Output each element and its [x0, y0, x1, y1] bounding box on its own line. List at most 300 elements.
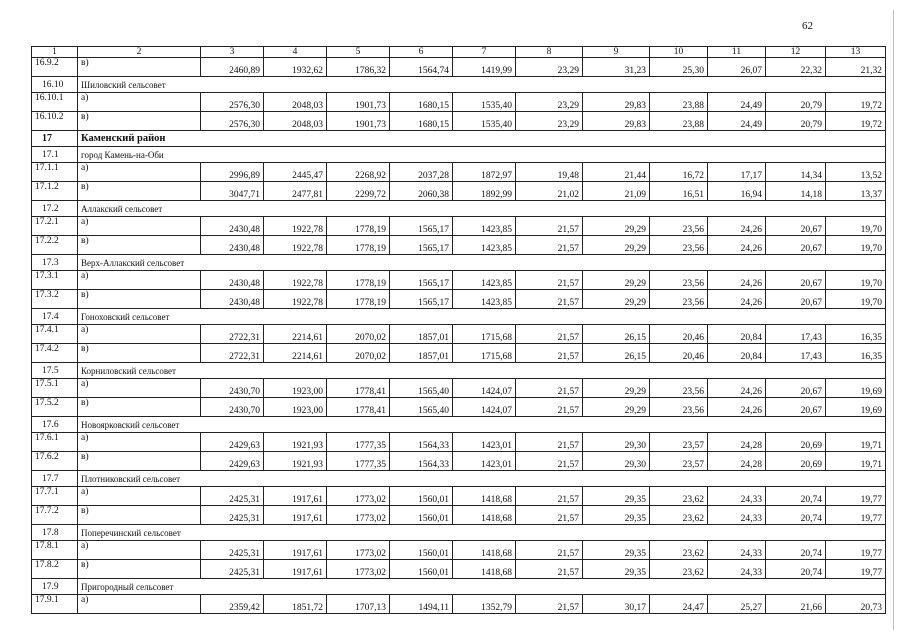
value-cell: 1418,68	[453, 541, 516, 560]
row-number: 17.1.1	[32, 163, 78, 182]
value-cell: 24,49	[708, 112, 766, 131]
value-cell: 24,26	[708, 379, 766, 398]
value-cell: 1921,93	[264, 433, 327, 452]
value-cell: 1786,32	[327, 58, 390, 77]
table-row	[32, 217, 886, 236]
value-cell: 1777,35	[327, 452, 390, 471]
value-cell: 1922,78	[264, 271, 327, 290]
row-label: в)	[78, 398, 201, 417]
row-number: 17.8.1	[32, 541, 78, 560]
value-cell: 1565,17	[390, 217, 453, 236]
row-label: в)	[78, 290, 201, 309]
value-cell: 1923,00	[264, 379, 327, 398]
row-label: в)	[78, 112, 201, 131]
value-cell: 1560,01	[390, 506, 453, 525]
column-header: 4	[264, 47, 327, 58]
value-cell: 16,94	[708, 182, 766, 201]
section-number: 17.3	[32, 255, 78, 271]
value-cell: 19,69	[826, 398, 886, 417]
value-cell: 1922,78	[264, 217, 327, 236]
value-cell: 23,57	[650, 433, 708, 452]
row-number: 17.9.1	[32, 595, 78, 614]
value-cell: 1851,72	[264, 595, 327, 614]
value-cell: 19,72	[826, 93, 886, 112]
value-cell: 21,57	[516, 398, 583, 417]
value-cell: 1917,61	[264, 541, 327, 560]
value-cell: 2268,92	[327, 163, 390, 182]
value-cell: 23,62	[650, 506, 708, 525]
value-cell: 20,74	[766, 560, 826, 579]
header-row	[32, 47, 886, 58]
value-cell: 20,79	[766, 112, 826, 131]
section-title: Корниловский сельсовет	[78, 363, 886, 379]
value-cell: 1773,02	[327, 506, 390, 525]
section-title: Новоярковский сельсовет	[78, 417, 886, 433]
section-row	[32, 147, 886, 163]
row-number: 17.7.2	[32, 506, 78, 525]
value-cell: 29,29	[583, 217, 650, 236]
value-cell: 1857,01	[390, 344, 453, 363]
page-number: 62	[802, 20, 813, 32]
value-cell: 23,56	[650, 379, 708, 398]
value-cell: 1778,41	[327, 379, 390, 398]
value-cell: 1419,99	[453, 58, 516, 77]
value-cell: 21,57	[516, 487, 583, 506]
value-cell: 17,43	[766, 344, 826, 363]
value-cell: 19,71	[826, 433, 886, 452]
table-row	[32, 58, 886, 77]
table-body	[32, 47, 886, 614]
value-cell: 17,17	[708, 163, 766, 182]
row-label: в)	[78, 236, 201, 255]
table-row	[32, 487, 886, 506]
row-label: а)	[78, 325, 201, 344]
row-number: 17.7.1	[32, 487, 78, 506]
value-cell: 1773,02	[327, 541, 390, 560]
value-cell: 23,29	[516, 112, 583, 131]
section-number: 17.9	[32, 579, 78, 595]
value-cell: 2430,70	[201, 379, 264, 398]
value-cell: 16,35	[826, 325, 886, 344]
value-cell: 24,26	[708, 271, 766, 290]
value-cell: 23,56	[650, 271, 708, 290]
value-cell: 1424,07	[453, 379, 516, 398]
column-header: 5	[327, 47, 390, 58]
value-cell: 19,70	[826, 271, 886, 290]
table-row	[32, 290, 886, 309]
value-cell: 20,69	[766, 452, 826, 471]
value-cell: 2477,81	[264, 182, 327, 201]
value-cell: 17,43	[766, 325, 826, 344]
value-cell: 2070,02	[327, 325, 390, 344]
value-cell: 20,67	[766, 379, 826, 398]
value-cell: 1418,68	[453, 506, 516, 525]
column-header: 11	[708, 47, 766, 58]
row-number: 17.8.2	[32, 560, 78, 579]
value-cell: 2430,70	[201, 398, 264, 417]
value-cell: 21,57	[516, 344, 583, 363]
column-header: 10	[650, 47, 708, 58]
value-cell: 20,74	[766, 487, 826, 506]
value-cell: 1921,93	[264, 452, 327, 471]
value-cell: 1857,01	[390, 325, 453, 344]
value-cell: 29,35	[583, 541, 650, 560]
section-row	[32, 525, 886, 541]
value-cell: 21,32	[826, 58, 886, 77]
value-cell: 24,33	[708, 541, 766, 560]
table-row	[32, 433, 886, 452]
table-row	[32, 595, 886, 614]
value-cell: 24,49	[708, 93, 766, 112]
value-cell: 24,26	[708, 217, 766, 236]
value-cell: 1418,68	[453, 560, 516, 579]
value-cell: 24,47	[650, 595, 708, 614]
column-header: 9	[583, 47, 650, 58]
section-title: Аллакский сельсовет	[78, 201, 886, 217]
value-cell: 1922,78	[264, 236, 327, 255]
value-cell: 23,29	[516, 58, 583, 77]
value-cell: 2429,63	[201, 452, 264, 471]
value-cell: 1892,99	[453, 182, 516, 201]
column-header: 6	[390, 47, 453, 58]
value-cell: 1917,61	[264, 506, 327, 525]
value-cell: 20,67	[766, 398, 826, 417]
value-cell: 21,57	[516, 433, 583, 452]
row-label: а)	[78, 93, 201, 112]
value-cell: 2722,31	[201, 325, 264, 344]
value-cell: 26,15	[583, 344, 650, 363]
value-cell: 16,35	[826, 344, 886, 363]
value-cell: 21,02	[516, 182, 583, 201]
value-cell: 2214,61	[264, 344, 327, 363]
value-cell: 1535,40	[453, 112, 516, 131]
value-cell: 1565,17	[390, 271, 453, 290]
section-row	[32, 255, 886, 271]
column-header: 7	[453, 47, 516, 58]
section-title: Каменский район	[78, 131, 886, 147]
value-cell: 2425,31	[201, 560, 264, 579]
value-cell: 1680,15	[390, 112, 453, 131]
value-cell: 2430,48	[201, 290, 264, 309]
value-cell: 21,57	[516, 217, 583, 236]
value-cell: 20,67	[766, 236, 826, 255]
row-label: в)	[78, 58, 201, 77]
section-row	[32, 77, 886, 93]
value-cell: 21,57	[516, 271, 583, 290]
section-row	[32, 471, 886, 487]
value-cell: 30,17	[583, 595, 650, 614]
row-number: 17.4.1	[32, 325, 78, 344]
row-label: а)	[78, 433, 201, 452]
value-cell: 1565,17	[390, 236, 453, 255]
value-cell: 16,51	[650, 182, 708, 201]
table-row	[32, 236, 886, 255]
value-cell: 1901,73	[327, 112, 390, 131]
value-cell: 23,88	[650, 112, 708, 131]
value-cell: 24,26	[708, 398, 766, 417]
value-cell: 23,29	[516, 93, 583, 112]
value-cell: 1715,68	[453, 344, 516, 363]
row-label: а)	[78, 595, 201, 614]
row-label: в)	[78, 452, 201, 471]
value-cell: 1560,01	[390, 541, 453, 560]
value-cell: 1773,02	[327, 487, 390, 506]
value-cell: 23,62	[650, 487, 708, 506]
value-cell: 2060,38	[390, 182, 453, 201]
value-cell: 1922,78	[264, 290, 327, 309]
value-cell: 2425,31	[201, 541, 264, 560]
value-cell: 1423,85	[453, 217, 516, 236]
value-cell: 1535,40	[453, 93, 516, 112]
row-number: 17.2.1	[32, 217, 78, 236]
value-cell: 29,29	[583, 398, 650, 417]
value-cell: 23,62	[650, 541, 708, 560]
value-cell: 29,29	[583, 271, 650, 290]
section-number: 17.7	[32, 471, 78, 487]
table-row	[32, 398, 886, 417]
section-title: Верх-Аллакский сельсовет	[78, 255, 886, 271]
row-label: а)	[78, 163, 201, 182]
value-cell: 1715,68	[453, 325, 516, 344]
value-cell: 24,33	[708, 487, 766, 506]
value-cell: 25,30	[650, 58, 708, 77]
value-cell: 2445,47	[264, 163, 327, 182]
value-cell: 29,83	[583, 93, 650, 112]
value-cell: 19,48	[516, 163, 583, 182]
value-cell: 1565,17	[390, 290, 453, 309]
row-label: а)	[78, 541, 201, 560]
section-number: 17	[32, 131, 78, 147]
section-number: 16.10	[32, 77, 78, 93]
value-cell: 1778,41	[327, 398, 390, 417]
row-label: в)	[78, 506, 201, 525]
section-number: 17.5	[32, 363, 78, 379]
section-title: Поперечинский сельсовет	[78, 525, 886, 541]
value-cell: 1777,35	[327, 433, 390, 452]
value-cell: 21,57	[516, 325, 583, 344]
value-cell: 1872,97	[453, 163, 516, 182]
value-cell: 23,88	[650, 93, 708, 112]
value-cell: 19,70	[826, 217, 886, 236]
value-cell: 20,67	[766, 217, 826, 236]
tariff-table	[31, 46, 886, 614]
value-cell: 19,69	[826, 379, 886, 398]
row-number: 17.3.2	[32, 290, 78, 309]
value-cell: 21,57	[516, 560, 583, 579]
value-cell: 1564,33	[390, 433, 453, 452]
value-cell: 24,33	[708, 560, 766, 579]
table-row	[32, 560, 886, 579]
value-cell: 21,57	[516, 236, 583, 255]
table-row	[32, 325, 886, 344]
value-cell: 1564,74	[390, 58, 453, 77]
value-cell: 1917,61	[264, 487, 327, 506]
value-cell: 21,57	[516, 290, 583, 309]
value-cell: 29,30	[583, 433, 650, 452]
section-title: Плотниковский сельсовет	[78, 471, 886, 487]
section-row	[32, 201, 886, 217]
value-cell: 2430,48	[201, 217, 264, 236]
column-header: 8	[516, 47, 583, 58]
section-number: 17.4	[32, 309, 78, 325]
value-cell: 1773,02	[327, 560, 390, 579]
value-cell: 1680,15	[390, 93, 453, 112]
value-cell: 20,84	[708, 325, 766, 344]
column-header: 13	[826, 47, 886, 58]
value-cell: 29,83	[583, 112, 650, 131]
value-cell: 1565,40	[390, 398, 453, 417]
value-cell: 19,77	[826, 541, 886, 560]
value-cell: 29,29	[583, 290, 650, 309]
value-cell: 1423,85	[453, 290, 516, 309]
value-cell: 29,30	[583, 452, 650, 471]
value-cell: 19,72	[826, 112, 886, 131]
table-row	[32, 163, 886, 182]
value-cell: 1423,85	[453, 271, 516, 290]
value-cell: 2430,48	[201, 236, 264, 255]
value-cell: 1423,85	[453, 236, 516, 255]
value-cell: 20,74	[766, 541, 826, 560]
value-cell: 2425,31	[201, 506, 264, 525]
value-cell: 2576,30	[201, 93, 264, 112]
row-label: а)	[78, 217, 201, 236]
value-cell: 23,56	[650, 217, 708, 236]
value-cell: 24,28	[708, 452, 766, 471]
section-title: Шиловский сельсовет	[78, 77, 886, 93]
value-cell: 20,46	[650, 325, 708, 344]
value-cell: 1932,62	[264, 58, 327, 77]
section-title: Гоноховский сельсовет	[78, 309, 886, 325]
value-cell: 19,70	[826, 236, 886, 255]
row-number: 17.5.1	[32, 379, 78, 398]
value-cell: 3047,71	[201, 182, 264, 201]
row-number: 16.10.1	[32, 93, 78, 112]
value-cell: 25,27	[708, 595, 766, 614]
value-cell: 21,44	[583, 163, 650, 182]
row-label: а)	[78, 271, 201, 290]
row-number: 17.4.2	[32, 344, 78, 363]
value-cell: 24,28	[708, 433, 766, 452]
value-cell: 1560,01	[390, 487, 453, 506]
value-cell: 20,73	[826, 595, 886, 614]
value-cell: 2430,48	[201, 271, 264, 290]
value-cell: 14,34	[766, 163, 826, 182]
value-cell: 20,79	[766, 93, 826, 112]
column-header: 3	[201, 47, 264, 58]
value-cell: 2359,42	[201, 595, 264, 614]
value-cell: 19,70	[826, 290, 886, 309]
table-row	[32, 271, 886, 290]
value-cell: 21,09	[583, 182, 650, 201]
row-number: 17.2.2	[32, 236, 78, 255]
value-cell: 2576,30	[201, 112, 264, 131]
value-cell: 1707,13	[327, 595, 390, 614]
value-cell: 2425,31	[201, 487, 264, 506]
section-number: 17.8	[32, 525, 78, 541]
section-title: Пригородный сельсовет	[78, 579, 886, 595]
table-row	[32, 379, 886, 398]
value-cell: 1901,73	[327, 93, 390, 112]
value-cell: 23,56	[650, 236, 708, 255]
table-row	[32, 541, 886, 560]
table-row	[32, 506, 886, 525]
value-cell: 20,46	[650, 344, 708, 363]
value-cell: 19,77	[826, 506, 886, 525]
row-number: 17.3.1	[32, 271, 78, 290]
value-cell: 26,07	[708, 58, 766, 77]
value-cell: 24,26	[708, 290, 766, 309]
value-cell: 2460,89	[201, 58, 264, 77]
value-cell: 23,62	[650, 560, 708, 579]
row-number: 17.5.2	[32, 398, 78, 417]
value-cell: 1423,01	[453, 433, 516, 452]
value-cell: 2037,28	[390, 163, 453, 182]
value-cell: 2048,03	[264, 112, 327, 131]
value-cell: 26,15	[583, 325, 650, 344]
value-cell: 1418,68	[453, 487, 516, 506]
value-cell: 29,35	[583, 506, 650, 525]
value-cell: 1778,19	[327, 236, 390, 255]
value-cell: 24,33	[708, 506, 766, 525]
value-cell: 20,74	[766, 506, 826, 525]
row-number: 16.10.2	[32, 112, 78, 131]
value-cell: 13,37	[826, 182, 886, 201]
value-cell: 1352,79	[453, 595, 516, 614]
section-row	[32, 309, 886, 325]
column-header: 12	[766, 47, 826, 58]
row-number: 17.6.1	[32, 433, 78, 452]
column-header: 1	[32, 47, 78, 58]
value-cell: 1423,01	[453, 452, 516, 471]
value-cell: 29,29	[583, 379, 650, 398]
value-cell: 21,57	[516, 379, 583, 398]
value-cell: 19,77	[826, 560, 886, 579]
column-header: 2	[78, 47, 201, 58]
value-cell: 1560,01	[390, 560, 453, 579]
row-number: 16.9.2	[32, 58, 78, 77]
value-cell: 2214,61	[264, 325, 327, 344]
value-cell: 20,69	[766, 433, 826, 452]
value-cell: 2996,89	[201, 163, 264, 182]
value-cell: 19,71	[826, 452, 886, 471]
section-title: город Камень-на-Оби	[78, 147, 886, 163]
row-number: 17.6.2	[32, 452, 78, 471]
value-cell: 21,66	[766, 595, 826, 614]
value-cell: 22,32	[766, 58, 826, 77]
value-cell: 20,84	[708, 344, 766, 363]
value-cell: 21,57	[516, 595, 583, 614]
table-row	[32, 93, 886, 112]
section-row	[32, 131, 886, 147]
row-label: в)	[78, 344, 201, 363]
row-label: а)	[78, 379, 201, 398]
value-cell: 2722,31	[201, 344, 264, 363]
value-cell: 1778,19	[327, 217, 390, 236]
value-cell: 1424,07	[453, 398, 516, 417]
value-cell: 1565,40	[390, 379, 453, 398]
value-cell: 16,72	[650, 163, 708, 182]
value-cell: 14,18	[766, 182, 826, 201]
row-label: а)	[78, 487, 201, 506]
section-number: 17.1	[32, 147, 78, 163]
section-row	[32, 363, 886, 379]
row-label: в)	[78, 560, 201, 579]
value-cell: 20,67	[766, 271, 826, 290]
section-number: 17.2	[32, 201, 78, 217]
value-cell: 2070,02	[327, 344, 390, 363]
value-cell: 21,57	[516, 452, 583, 471]
value-cell: 29,29	[583, 236, 650, 255]
